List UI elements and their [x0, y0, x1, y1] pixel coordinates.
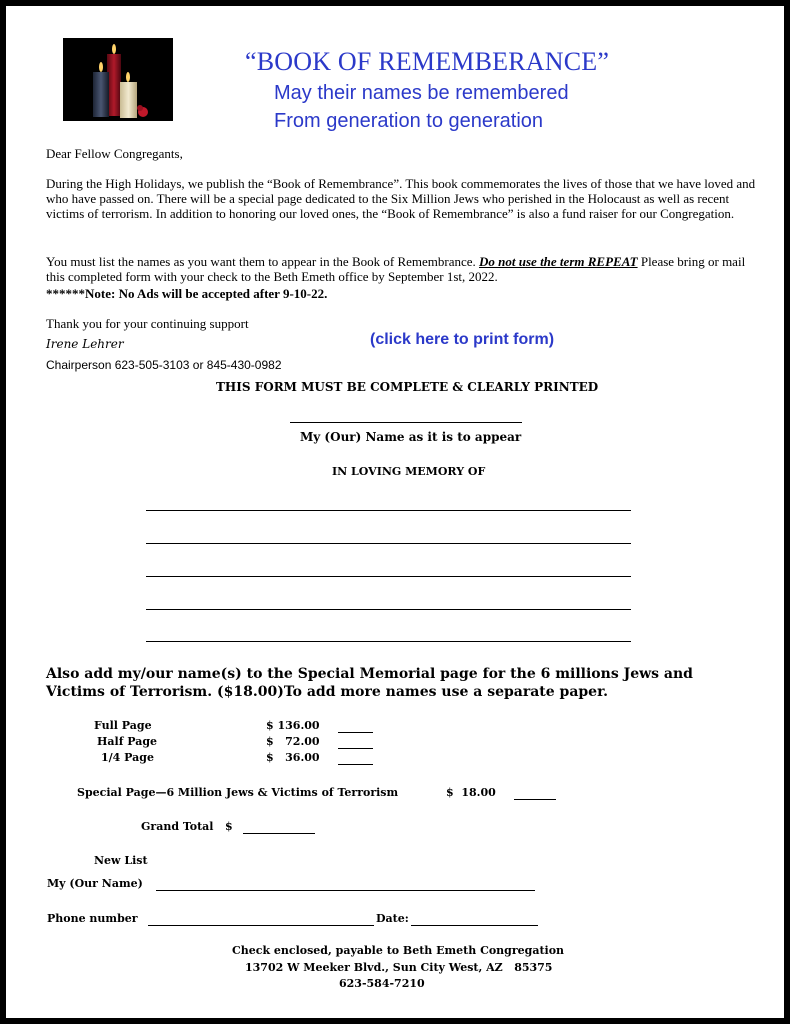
price-label-quarter-page: 1/4 Page [101, 751, 154, 764]
greeting: Dear Fellow Congregants, [46, 146, 183, 161]
my-name-input-line[interactable] [156, 890, 535, 891]
signature: Irene Lehrer [46, 337, 124, 351]
intro-paragraph: During the High Holidays, we publish the “Book of Remembrance”. This book commemorates the lives of those that we have loved and who have passed on. There will be a special page dedicated to the Six Million Jews who perished in the Holocaust as well as recent victims of terrorism. In addition to honoring our loved ones, the “Book of Remembrance” is also a fund raiser for our Congregation. [46, 176, 756, 221]
name-field-label: My (Our) Name as it is to appear [300, 430, 522, 444]
subtitle-line-1: May their names be remembered [274, 82, 569, 104]
my-name-label: My (Our Name) [47, 877, 143, 890]
price-quarter-page: $ 36.00 [266, 751, 320, 764]
price-label-half-page: Half Page [97, 735, 158, 748]
half-page-qty-line[interactable] [338, 748, 373, 749]
ads-deadline-note: ******Note: No Ads will be accepted after 9-10-22. [46, 286, 328, 301]
special-page-qty-line[interactable] [514, 799, 556, 800]
instructions-paragraph [46, 254, 766, 284]
footer-address-line: 13702 W Meeker Blvd., Sun City West, AZ 85375 [245, 961, 553, 974]
instructions-text-start: You must list the names as you want them to appear in the Book of Remembrance. [46, 254, 480, 269]
candles-image [63, 38, 173, 121]
full-page-qty-line[interactable] [338, 732, 373, 733]
new-list-label: New List [94, 854, 148, 867]
chairperson-contact: Chairperson 623-505-3103 or 845-430-0982 [46, 358, 282, 372]
memory-name-line[interactable] [146, 576, 631, 577]
in-loving-memory-heading: IN LOVING MEMORY OF [332, 465, 486, 478]
price-label-full-page: Full Page [94, 719, 152, 732]
instructions-text-end: Please bring or mail this completed form with your check to the Beth Emeth office by September 1st, 2022. [46, 254, 746, 284]
phone-input-line[interactable] [148, 925, 374, 926]
date-label: Date: [376, 912, 409, 925]
page-title: “BOOK OF REMEMBERANCE” [245, 47, 610, 76]
memory-name-line[interactable] [146, 641, 631, 642]
memory-name-line[interactable] [146, 543, 631, 544]
grand-total-label: Grand Total $ [141, 820, 233, 833]
special-memorial-note: Also add my/our name(s) to the Special Memorial page for the 6 millions Jews and Victims of Terrorism. ($18.00)To add more names use a separate paper. [46, 666, 693, 700]
subtitle-line-2: From generation to generation [274, 110, 544, 132]
footer-phone-line: 623-584-7210 [339, 977, 425, 990]
print-form-link[interactable]: (click here to print form) [370, 331, 555, 348]
memory-name-line[interactable] [146, 609, 631, 610]
form-complete-heading: THIS FORM MUST BE COMPLETE & CLEARLY PRINTED [216, 380, 599, 394]
quarter-page-qty-line[interactable] [338, 764, 373, 765]
thanks-line: Thank you for your continuing support [46, 316, 249, 331]
special-page-price: $ 18.00 [446, 786, 496, 799]
price-full-page: $ 136.00 [266, 719, 320, 732]
price-half-page: $ 72.00 [266, 735, 320, 748]
special-page-label: Special Page—6 Million Jews & Victims of Terrorism [77, 786, 399, 799]
date-input-line[interactable] [411, 925, 538, 926]
phone-label: Phone number [47, 912, 138, 925]
memory-name-line[interactable] [146, 510, 631, 511]
repeat-warning: Do not use the term REPEAT [479, 254, 638, 269]
footer-payable-line: Check enclosed, payable to Beth Emeth Congregation [232, 944, 565, 957]
grand-total-line[interactable] [243, 833, 315, 834]
name-input-line[interactable] [290, 422, 522, 423]
